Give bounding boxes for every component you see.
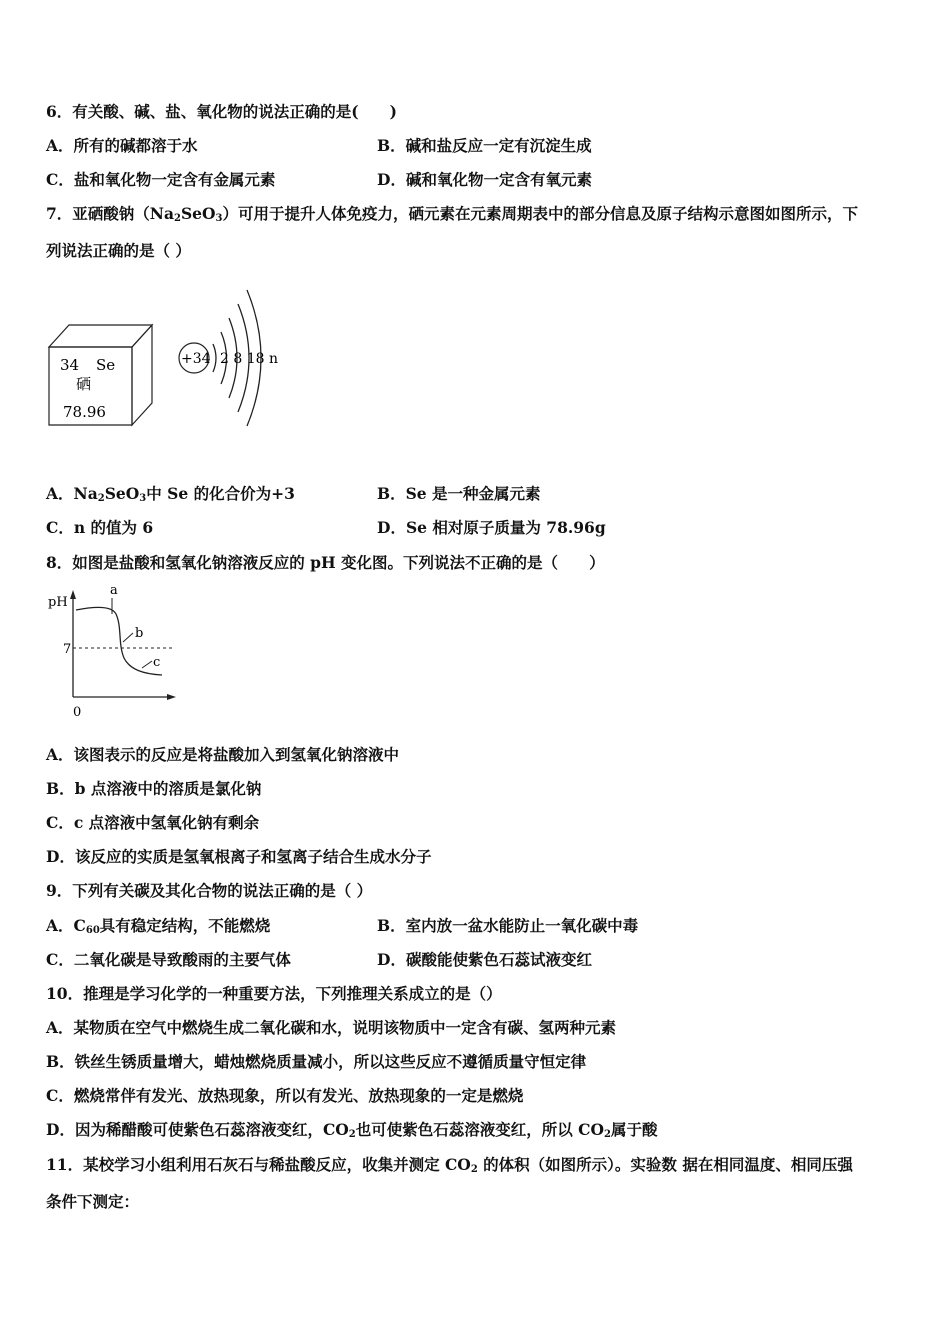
atom-structure-figure [172, 282, 282, 427]
q9-stem: 9．下列有关碳及其化合物的说法正确的是（ ） [46, 881, 373, 900]
q11-stem-line1: 11．某校学习小组利用石灰石与稀盐酸反应，收集并测定 $CO_2$ 的体积（如图所示）。实验数 据在相同温度、相同压强 [46, 1155, 853, 1175]
q6-stem: 6．有关酸、碱、盐、氧化物的说法正确的是( ) [46, 102, 397, 121]
q7-option-c: C．n 的值为 6 [46, 518, 154, 537]
ph-axis-label: pH [48, 595, 68, 610]
q7-option-d: D．Se 相对原子质量为 78.96g [377, 518, 606, 537]
q10-option-c: C．燃烧常伴有发光、放热现象，所以有发光、放热现象的一定是燃烧 [46, 1086, 524, 1105]
q6-option-a: A．所有的碱都溶于水 [46, 136, 198, 155]
q8-option-c: C．c 点溶液中氢氧化钠有剩余 [46, 813, 260, 832]
q9-option-a: A．$C_{60}$具有稳定结构，不能燃烧 [46, 916, 271, 936]
q10-option-d: D．因为稀醋酸可使紫色石蕊溶液变红，$CO_2$也可使紫色石蕊溶液变红，所以 $CO_2$属于酸 [46, 1120, 658, 1140]
q8-option-b: B．b 点溶液中的溶质是氯化钠 [46, 779, 262, 798]
q6-option-d: D．碱和氧化物一定含有氧元素 [377, 170, 592, 189]
q6-option-c: C．盐和氧化物一定含有金属元素 [46, 170, 276, 189]
q7-stem-line2: 列说法正确的是（ ） [46, 241, 191, 260]
ph-tick-7: 7 [63, 642, 72, 657]
atom-shell-numbers: 2 8 18 n [220, 351, 278, 367]
q8-option-a: A．该图表示的反应是将盐酸加入到氢氧化钠溶液中 [46, 745, 400, 764]
element-name: 硒 [76, 375, 92, 393]
point-c-label: c [153, 655, 161, 670]
q8-option-d: D．该反应的实质是氢氧根离子和氢离子结合生成水分子 [46, 847, 432, 866]
q7-option-a: A．$Na_2SeO_3$中 Se 的化合价为+3 [46, 484, 295, 504]
q10-option-b: B．铁丝生锈质量增大，蜡烛燃烧质量减小，所以这些反应不遵循质量守恒定律 [46, 1052, 587, 1071]
q11-stem-line2: 条件下测定： [46, 1192, 140, 1211]
origin-label: 0 [73, 705, 82, 720]
q9-option-c: C．二氧化碳是导致酸雨的主要气体 [46, 950, 291, 969]
q6-option-b: B．碱和盐反应一定有沉淀生成 [377, 136, 592, 155]
q9-option-b: B．室内放一盆水能防止一氧化碳中毒 [377, 916, 639, 935]
atom-nucleus-charge: +34 [181, 351, 211, 367]
q7-option-b: B．Se 是一种金属元素 [377, 484, 541, 503]
element-cell-figure [44, 320, 159, 430]
point-b-label: b [135, 626, 144, 641]
point-a-label: a [110, 583, 118, 598]
q10-option-a: A．某物质在空气中燃烧生成二氧化碳和水，说明该物质中一定含有碳、氢两种元素 [46, 1018, 617, 1037]
element-mass: 78.96 [63, 403, 106, 421]
q9-option-d: D．碳酸能使紫色石蕊试液变红 [377, 950, 592, 969]
element-number: 34 [60, 356, 80, 374]
ph-change-graph [44, 582, 184, 722]
q8-stem: 8．如图是盐酸和氢氧化钠溶液反应的 pH 变化图。下列说法不正确的是（ ） [46, 553, 605, 572]
element-symbol: Se [96, 356, 116, 374]
q10-stem: 10．推理是学习化学的一种重要方法，下列推理关系成立的是（） [46, 984, 502, 1003]
q7-stem-line1: 7．亚硒酸钠$(Na_2SeO_3)$可用于提升人体免疫力，硒元素在元素周期表中的部分信息及原子结构示意图如图所示，下 [46, 204, 859, 224]
